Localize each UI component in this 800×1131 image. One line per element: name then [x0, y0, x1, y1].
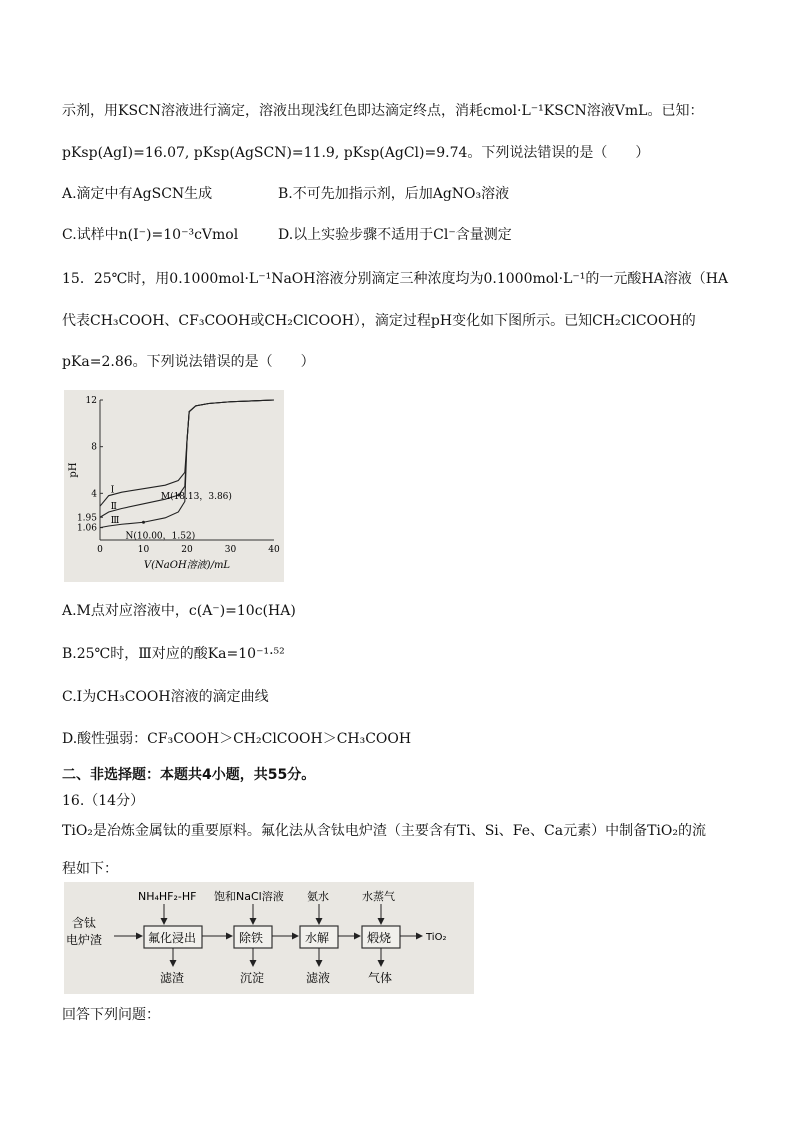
- flow-reagent-3: 氨水: [307, 890, 329, 903]
- q14-option-a: A.滴定中有AgSCN生成: [62, 186, 213, 202]
- y-tick-label: 4: [91, 489, 97, 500]
- q14-option-c: C.试样中n(I⁻)=10⁻³cVmol: [62, 227, 239, 243]
- flow-start-line1: 含钛: [72, 916, 97, 930]
- x-tick-label: 30: [224, 545, 237, 555]
- q15-stem-line3: pKa=2.86。下列说法错误的是（ ）: [62, 354, 315, 370]
- point-N: [142, 521, 145, 524]
- flow-step-3-label: 水解: [305, 931, 330, 945]
- x-tick-label: 40: [268, 545, 280, 555]
- y-tick-label: 12: [85, 396, 97, 406]
- x-axis-label: V(NaOH溶液)/mL: [143, 560, 231, 571]
- x-tick-label: 20: [181, 545, 193, 555]
- flow-output-4: 气体: [368, 971, 393, 985]
- q15-option-a: A.M点对应溶液中，c(A⁻)=10c(HA): [62, 603, 296, 619]
- q16-header: 16.（14分）: [62, 793, 145, 809]
- q15-option-b: B.25℃时，Ⅲ对应的酸Ka=10⁻¹·⁵²: [62, 646, 285, 662]
- point-label-N: N(10.00，1.52): [125, 531, 196, 542]
- y-axis-label: pH: [68, 462, 79, 478]
- q16-prompt: 回答下列问题：: [62, 1007, 160, 1023]
- section-title: 二、非选择题：本题共4小题，共55分。: [62, 767, 316, 783]
- x-tick-label: 10: [137, 545, 150, 555]
- q15-stem-line1: 15．25℃时，用0.1000mol·L⁻¹NaOH溶液分别滴定三种浓度均为0.1000mol·L⁻¹的一元酸HA溶液（HA: [62, 271, 729, 287]
- q14-stem-line2: pKsp(AgI)=16.07, pKsp(AgSCN)=11.9, pKsp(AgCl)=9.74。下列说法错误的是（ ）: [62, 145, 650, 161]
- process-flow-svg: [64, 882, 474, 994]
- y-tick-label: 8: [91, 442, 97, 453]
- curve-label-1: Ⅰ: [110, 485, 115, 496]
- curve-label-2: Ⅱ: [110, 502, 117, 512]
- flow-step-1-label: 氟化浸出: [148, 931, 197, 945]
- q16-stem-line2: 程如下：: [62, 861, 118, 877]
- flow-step-4-label: 煅烧: [367, 931, 392, 945]
- curve-3: [100, 400, 274, 528]
- q16-stem-line1: TiO₂是冶炼金属钛的重要原料。氟化法从含钛电炉渣（主要含有Ti、Si、Fe、Ca元素）中制备TiO₂的流: [62, 823, 706, 839]
- flow-reagent-1: NH₄HF₂-HF: [138, 890, 197, 903]
- point-label-M: M(18.13，3.86): [160, 491, 232, 502]
- q14-option-b: B.不可先加指示剂，后加AgNO₃溶液: [278, 186, 510, 202]
- x-tick-label: 0: [97, 545, 103, 555]
- flow-step-2-label: 除铁: [239, 931, 264, 945]
- flow-output-1: 滤渣: [160, 971, 185, 985]
- q14-option-d: D.以上实验步骤不适用于Cl⁻含量测定: [278, 227, 512, 243]
- q15-option-c: C.Ⅰ为CH₃COOH溶液的滴定曲线: [62, 689, 269, 705]
- q14-stem-line1: 示剂，用KSCN溶液进行滴定，溶液出现浅红色即达滴定终点，消耗cmol·L⁻¹KSCN溶液VmL。已知：: [62, 103, 704, 119]
- flow-output-2: 沉淀: [240, 971, 265, 985]
- process-flow-diagram: [64, 882, 474, 994]
- q15-stem-line2: 代表CH₃COOH、CF₃COOH或CH₂ClCOOH），滴定过程pH变化如下图所示。已知CH₂ClCOOH的: [62, 313, 696, 329]
- y-tick-label: 1.95: [76, 513, 97, 524]
- titration-chart: [64, 390, 284, 582]
- flow-reagent-2: 饱和NaCl溶液: [214, 890, 284, 903]
- curve-label-3: Ⅲ: [110, 516, 120, 526]
- y-tick-label: 1.06: [76, 523, 97, 534]
- titration-chart-svg: [64, 390, 284, 582]
- flow-reagent-4: 水蒸气: [362, 890, 395, 903]
- flow-output-3: 滤液: [306, 971, 331, 985]
- q15-option-d: D.酸性强弱：CF₃COOH＞CH₂ClCOOH＞CH₃COOH: [62, 731, 412, 747]
- flow-product: TiO₂: [426, 932, 447, 943]
- flow-start-line2: 电炉渣: [66, 933, 103, 947]
